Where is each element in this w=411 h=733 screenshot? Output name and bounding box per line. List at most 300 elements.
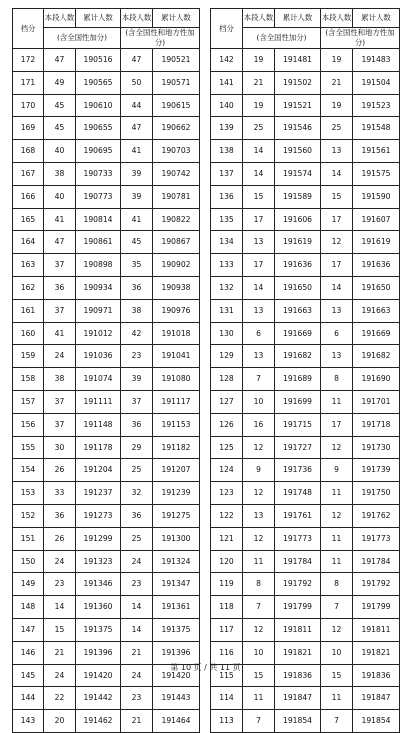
count-cell: 17 bbox=[243, 208, 275, 231]
table-row bbox=[13, 162, 200, 185]
score-cell: 133 bbox=[211, 254, 243, 277]
count-cell: 13 bbox=[243, 345, 275, 368]
cumulative-with-local-cell: 191504 bbox=[353, 71, 400, 94]
table-row bbox=[211, 504, 400, 527]
table-row bbox=[211, 390, 400, 413]
cumulative-with-local-cell: 190571 bbox=[153, 71, 200, 94]
count-cell: 24 bbox=[44, 345, 76, 368]
table-row bbox=[13, 573, 200, 596]
count-cell: 40 bbox=[44, 185, 76, 208]
cumulative-cell: 191560 bbox=[275, 140, 321, 163]
count-cell: 10 bbox=[243, 390, 275, 413]
count-cell: 47 bbox=[44, 231, 76, 254]
score-cell: 135 bbox=[211, 208, 243, 231]
count-with-local-cell: 6 bbox=[321, 322, 353, 345]
score-cell: 141 bbox=[211, 71, 243, 94]
cumulative-cell: 191821 bbox=[275, 641, 321, 664]
table-row bbox=[211, 140, 400, 163]
cumulative-with-local-cell: 191718 bbox=[353, 413, 400, 436]
table-row bbox=[211, 345, 400, 368]
header-cumulative: 累计人数 bbox=[153, 9, 200, 28]
cumulative-with-local-cell: 191464 bbox=[153, 710, 200, 733]
count-with-local-cell: 11 bbox=[321, 527, 353, 550]
count-with-local-cell: 25 bbox=[121, 527, 153, 550]
count-cell: 12 bbox=[243, 527, 275, 550]
cumulative-with-local-cell: 191762 bbox=[353, 504, 400, 527]
score-cell: 120 bbox=[211, 550, 243, 573]
cumulative-cell: 190773 bbox=[76, 185, 121, 208]
cumulative-cell: 191521 bbox=[275, 94, 321, 117]
count-with-local-cell: 37 bbox=[121, 390, 153, 413]
count-cell: 10 bbox=[243, 641, 275, 664]
cumulative-with-local-cell: 191239 bbox=[153, 482, 200, 505]
score-cell: 171 bbox=[13, 71, 44, 94]
table-row bbox=[13, 71, 200, 94]
count-with-local-cell: 15 bbox=[321, 664, 353, 687]
cumulative-with-local-cell: 191607 bbox=[353, 208, 400, 231]
cumulative-cell: 191748 bbox=[275, 482, 321, 505]
cumulative-cell: 191442 bbox=[76, 687, 121, 710]
count-with-local-cell: 47 bbox=[121, 117, 153, 140]
table-row bbox=[13, 208, 200, 231]
score-cell: 164 bbox=[13, 231, 44, 254]
page-number: 第 10 页 / 共 11 页 bbox=[170, 663, 241, 672]
count-cell: 45 bbox=[44, 117, 76, 140]
cumulative-with-local-cell: 191347 bbox=[153, 573, 200, 596]
count-cell: 11 bbox=[243, 550, 275, 573]
table-row bbox=[211, 276, 400, 299]
count-with-local-cell: 8 bbox=[321, 573, 353, 596]
cumulative-with-local-cell: 190902 bbox=[153, 254, 200, 277]
score-cell: 139 bbox=[211, 117, 243, 140]
table-row bbox=[211, 413, 400, 436]
count-with-local-cell: 29 bbox=[121, 436, 153, 459]
cumulative-cell: 191619 bbox=[275, 231, 321, 254]
count-with-local-cell: 17 bbox=[321, 254, 353, 277]
table-row bbox=[13, 459, 200, 482]
table-row bbox=[13, 687, 200, 710]
cumulative-cell: 191636 bbox=[275, 254, 321, 277]
count-with-local-cell: 23 bbox=[121, 687, 153, 710]
score-cell: 167 bbox=[13, 162, 44, 185]
count-cell: 21 bbox=[44, 641, 76, 664]
cumulative-cell: 190610 bbox=[76, 94, 121, 117]
cumulative-with-local-cell: 191523 bbox=[353, 94, 400, 117]
table-row bbox=[211, 117, 400, 140]
table-row bbox=[211, 94, 400, 117]
cumulative-cell: 191854 bbox=[275, 710, 321, 733]
cumulative-cell: 190655 bbox=[76, 117, 121, 140]
header-count: 本段人数 bbox=[121, 9, 153, 28]
count-cell: 41 bbox=[44, 322, 76, 345]
count-with-local-cell: 38 bbox=[121, 299, 153, 322]
cumulative-cell: 191148 bbox=[76, 413, 121, 436]
cumulative-cell: 191836 bbox=[275, 664, 321, 687]
count-cell: 36 bbox=[44, 276, 76, 299]
count-with-local-cell: 14 bbox=[321, 162, 353, 185]
table-row bbox=[211, 322, 400, 345]
count-with-local-cell: 25 bbox=[321, 117, 353, 140]
score-cell: 119 bbox=[211, 573, 243, 596]
score-cell: 113 bbox=[211, 710, 243, 733]
cumulative-with-local-cell: 191854 bbox=[353, 710, 400, 733]
cumulative-with-local-cell: 191811 bbox=[353, 618, 400, 641]
cumulative-cell: 191689 bbox=[275, 368, 321, 391]
cumulative-cell: 190898 bbox=[76, 254, 121, 277]
count-cell: 13 bbox=[243, 299, 275, 322]
count-cell: 19 bbox=[243, 94, 275, 117]
cumulative-cell: 191574 bbox=[275, 162, 321, 185]
cumulative-with-local-cell: 191420 bbox=[153, 664, 200, 687]
count-cell: 12 bbox=[243, 482, 275, 505]
count-with-local-cell: 23 bbox=[121, 345, 153, 368]
score-cell: 165 bbox=[13, 208, 44, 231]
table-row bbox=[13, 94, 200, 117]
count-with-local-cell: 41 bbox=[121, 208, 153, 231]
table-row bbox=[211, 596, 400, 619]
count-with-local-cell: 7 bbox=[321, 710, 353, 733]
count-with-local-cell: 50 bbox=[121, 71, 153, 94]
score-cell: 169 bbox=[13, 117, 44, 140]
count-with-local-cell: 21 bbox=[321, 71, 353, 94]
table-row bbox=[13, 322, 200, 345]
count-with-local-cell: 14 bbox=[121, 596, 153, 619]
score-cell: 127 bbox=[211, 390, 243, 413]
cumulative-with-local-cell: 191836 bbox=[353, 664, 400, 687]
count-with-local-cell: 13 bbox=[321, 345, 353, 368]
cumulative-cell: 191727 bbox=[275, 436, 321, 459]
score-cell: 152 bbox=[13, 504, 44, 527]
table-row bbox=[13, 117, 200, 140]
score-table-left bbox=[12, 8, 200, 733]
cumulative-with-local-cell: 191153 bbox=[153, 413, 200, 436]
count-cell: 37 bbox=[44, 299, 76, 322]
cumulative-with-local-cell: 190822 bbox=[153, 208, 200, 231]
table-row bbox=[13, 231, 200, 254]
count-cell: 11 bbox=[243, 687, 275, 710]
cumulative-cell: 191792 bbox=[275, 573, 321, 596]
cumulative-cell: 191375 bbox=[76, 618, 121, 641]
cumulative-with-local-cell: 191650 bbox=[353, 276, 400, 299]
table-row bbox=[211, 436, 400, 459]
count-cell: 30 bbox=[44, 436, 76, 459]
count-cell: 7 bbox=[243, 710, 275, 733]
header-count: 本段人数 bbox=[243, 9, 275, 28]
table-row bbox=[13, 413, 200, 436]
cumulative-with-local-cell: 191821 bbox=[353, 641, 400, 664]
cumulative-with-local-cell: 191730 bbox=[353, 436, 400, 459]
score-cell: 155 bbox=[13, 436, 44, 459]
cumulative-with-local-cell: 191792 bbox=[353, 573, 400, 596]
cumulative-with-local-cell: 191396 bbox=[153, 641, 200, 664]
table-row bbox=[211, 299, 400, 322]
count-with-local-cell: 12 bbox=[321, 231, 353, 254]
header-score: 档分 bbox=[13, 9, 44, 49]
score-cell: 122 bbox=[211, 504, 243, 527]
cumulative-with-local-cell: 191636 bbox=[353, 254, 400, 277]
count-cell: 38 bbox=[44, 368, 76, 391]
count-with-local-cell: 21 bbox=[121, 710, 153, 733]
count-with-local-cell: 7 bbox=[321, 596, 353, 619]
table-row bbox=[211, 527, 400, 550]
cumulative-with-local-cell: 191275 bbox=[153, 504, 200, 527]
cumulative-cell: 191178 bbox=[76, 436, 121, 459]
count-with-local-cell: 24 bbox=[121, 664, 153, 687]
score-cell: 156 bbox=[13, 413, 44, 436]
table-row bbox=[13, 618, 200, 641]
table-row bbox=[13, 436, 200, 459]
count-cell: 12 bbox=[243, 618, 275, 641]
cumulative-cell: 191299 bbox=[76, 527, 121, 550]
cumulative-cell: 191036 bbox=[76, 345, 121, 368]
count-with-local-cell: 39 bbox=[121, 162, 153, 185]
count-cell: 20 bbox=[44, 710, 76, 733]
score-cell: 126 bbox=[211, 413, 243, 436]
cumulative-with-local-cell: 191663 bbox=[353, 299, 400, 322]
score-cell: 134 bbox=[211, 231, 243, 254]
count-with-local-cell: 11 bbox=[321, 390, 353, 413]
count-with-local-cell: 14 bbox=[321, 276, 353, 299]
cumulative-with-local-cell: 191799 bbox=[353, 596, 400, 619]
cumulative-cell: 191736 bbox=[275, 459, 321, 482]
count-with-local-cell: 17 bbox=[321, 413, 353, 436]
table-row bbox=[13, 254, 200, 277]
header-cumulative: 累计人数 bbox=[76, 9, 121, 28]
header-cumulative: 累计人数 bbox=[353, 9, 400, 28]
cumulative-with-local-cell: 191483 bbox=[353, 49, 400, 72]
count-cell: 7 bbox=[243, 368, 275, 391]
cumulative-with-local-cell: 191375 bbox=[153, 618, 200, 641]
score-cell: 151 bbox=[13, 527, 44, 550]
table-row bbox=[211, 208, 400, 231]
table-row bbox=[13, 299, 200, 322]
count-cell: 37 bbox=[44, 413, 76, 436]
count-with-local-cell: 12 bbox=[321, 504, 353, 527]
count-with-local-cell: 14 bbox=[121, 618, 153, 641]
score-cell: 158 bbox=[13, 368, 44, 391]
count-with-local-cell: 41 bbox=[121, 140, 153, 163]
table-row bbox=[211, 254, 400, 277]
table-row bbox=[13, 140, 200, 163]
score-cell: 170 bbox=[13, 94, 44, 117]
count-cell: 24 bbox=[44, 550, 76, 573]
score-cell: 125 bbox=[211, 436, 243, 459]
count-cell: 21 bbox=[243, 71, 275, 94]
count-cell: 16 bbox=[243, 413, 275, 436]
cumulative-cell: 190565 bbox=[76, 71, 121, 94]
cumulative-cell: 191462 bbox=[76, 710, 121, 733]
score-cell: 157 bbox=[13, 390, 44, 413]
count-cell: 15 bbox=[243, 185, 275, 208]
score-cell: 172 bbox=[13, 49, 44, 72]
cumulative-cell: 191273 bbox=[76, 504, 121, 527]
count-cell: 47 bbox=[44, 49, 76, 72]
cumulative-cell: 191502 bbox=[275, 71, 321, 94]
score-cell: 116 bbox=[211, 641, 243, 664]
count-cell: 14 bbox=[243, 276, 275, 299]
cumulative-cell: 191074 bbox=[76, 368, 121, 391]
score-cell: 150 bbox=[13, 550, 44, 573]
score-cell: 149 bbox=[13, 573, 44, 596]
cumulative-with-local-cell: 191117 bbox=[153, 390, 200, 413]
table-row bbox=[211, 368, 400, 391]
table-row bbox=[211, 185, 400, 208]
cumulative-cell: 191481 bbox=[275, 49, 321, 72]
cumulative-with-local-cell: 191669 bbox=[353, 322, 400, 345]
count-with-local-cell: 21 bbox=[121, 641, 153, 664]
table-row bbox=[211, 687, 400, 710]
score-cell: 136 bbox=[211, 185, 243, 208]
cumulative-cell: 191784 bbox=[275, 550, 321, 573]
score-cell: 129 bbox=[211, 345, 243, 368]
score-cell: 115 bbox=[211, 664, 243, 687]
score-cell: 159 bbox=[13, 345, 44, 368]
table-row bbox=[211, 49, 400, 72]
cumulative-cell: 191847 bbox=[275, 687, 321, 710]
score-cell: 121 bbox=[211, 527, 243, 550]
score-cell: 154 bbox=[13, 459, 44, 482]
table-row bbox=[13, 276, 200, 299]
cumulative-cell: 190934 bbox=[76, 276, 121, 299]
cumulative-cell: 191111 bbox=[76, 390, 121, 413]
count-with-local-cell: 11 bbox=[321, 687, 353, 710]
cumulative-cell: 191699 bbox=[275, 390, 321, 413]
count-with-local-cell: 13 bbox=[321, 140, 353, 163]
count-cell: 14 bbox=[243, 140, 275, 163]
table-row bbox=[13, 390, 200, 413]
count-cell: 25 bbox=[243, 117, 275, 140]
score-cell: 117 bbox=[211, 618, 243, 641]
cumulative-cell: 190516 bbox=[76, 49, 121, 72]
count-with-local-cell: 39 bbox=[121, 185, 153, 208]
cumulative-cell: 190971 bbox=[76, 299, 121, 322]
count-cell: 37 bbox=[44, 390, 76, 413]
cumulative-cell: 191650 bbox=[275, 276, 321, 299]
cumulative-with-local-cell: 190938 bbox=[153, 276, 200, 299]
score-cell: 166 bbox=[13, 185, 44, 208]
cumulative-with-local-cell: 191361 bbox=[153, 596, 200, 619]
score-cell: 144 bbox=[13, 687, 44, 710]
header-note-national-local: (含全国性和地方性加分) bbox=[121, 28, 200, 49]
count-with-local-cell: 13 bbox=[321, 299, 353, 322]
cumulative-with-local-cell: 190976 bbox=[153, 299, 200, 322]
cumulative-with-local-cell: 190615 bbox=[153, 94, 200, 117]
count-cell: 13 bbox=[243, 231, 275, 254]
score-cell: 161 bbox=[13, 299, 44, 322]
count-with-local-cell: 36 bbox=[121, 276, 153, 299]
table-row bbox=[211, 573, 400, 596]
count-with-local-cell: 24 bbox=[121, 550, 153, 573]
score-cell: 160 bbox=[13, 322, 44, 345]
cumulative-cell: 190814 bbox=[76, 208, 121, 231]
count-cell: 38 bbox=[44, 162, 76, 185]
cumulative-with-local-cell: 190781 bbox=[153, 185, 200, 208]
score-cell: 124 bbox=[211, 459, 243, 482]
count-with-local-cell: 23 bbox=[121, 573, 153, 596]
cumulative-cell: 191773 bbox=[275, 527, 321, 550]
cumulative-cell: 191663 bbox=[275, 299, 321, 322]
score-cell: 123 bbox=[211, 482, 243, 505]
cumulative-cell: 191420 bbox=[76, 664, 121, 687]
cumulative-with-local-cell: 190703 bbox=[153, 140, 200, 163]
score-cell: 162 bbox=[13, 276, 44, 299]
cumulative-with-local-cell: 191739 bbox=[353, 459, 400, 482]
cumulative-cell: 191012 bbox=[76, 322, 121, 345]
count-cell: 12 bbox=[243, 436, 275, 459]
score-cell: 146 bbox=[13, 641, 44, 664]
count-with-local-cell: 45 bbox=[121, 231, 153, 254]
cumulative-cell: 190861 bbox=[76, 231, 121, 254]
table-row bbox=[13, 482, 200, 505]
count-cell: 23 bbox=[44, 573, 76, 596]
count-cell: 15 bbox=[243, 664, 275, 687]
cumulative-with-local-cell: 191018 bbox=[153, 322, 200, 345]
count-cell: 14 bbox=[243, 162, 275, 185]
score-cell: 140 bbox=[211, 94, 243, 117]
cumulative-with-local-cell: 191041 bbox=[153, 345, 200, 368]
header-count: 本段人数 bbox=[321, 9, 353, 28]
count-with-local-cell: 32 bbox=[121, 482, 153, 505]
cumulative-cell: 191589 bbox=[275, 185, 321, 208]
count-with-local-cell: 42 bbox=[121, 322, 153, 345]
count-cell: 24 bbox=[44, 664, 76, 687]
table-row bbox=[13, 710, 200, 733]
header-note-national-local: (含全国性和地方性加分) bbox=[321, 28, 400, 49]
count-with-local-cell: 19 bbox=[321, 49, 353, 72]
cumulative-cell: 191237 bbox=[76, 482, 121, 505]
score-cell: 137 bbox=[211, 162, 243, 185]
score-cell: 118 bbox=[211, 596, 243, 619]
score-cell: 153 bbox=[13, 482, 44, 505]
score-cell: 130 bbox=[211, 322, 243, 345]
count-cell: 37 bbox=[44, 254, 76, 277]
count-cell: 13 bbox=[243, 504, 275, 527]
count-cell: 41 bbox=[44, 208, 76, 231]
count-with-local-cell: 11 bbox=[321, 482, 353, 505]
cumulative-cell: 191682 bbox=[275, 345, 321, 368]
score-cell: 147 bbox=[13, 618, 44, 641]
count-cell: 6 bbox=[243, 322, 275, 345]
header-note-national: (含全国性加分) bbox=[44, 28, 121, 49]
cumulative-with-local-cell: 191548 bbox=[353, 117, 400, 140]
score-cell: 143 bbox=[13, 710, 44, 733]
table-row bbox=[13, 368, 200, 391]
count-with-local-cell: 8 bbox=[321, 368, 353, 391]
count-cell: 15 bbox=[44, 618, 76, 641]
cumulative-cell: 191546 bbox=[275, 117, 321, 140]
cumulative-cell: 191811 bbox=[275, 618, 321, 641]
cumulative-cell: 191346 bbox=[76, 573, 121, 596]
count-with-local-cell: 25 bbox=[121, 459, 153, 482]
header-note-national: (含全国性加分) bbox=[243, 28, 321, 49]
count-cell: 26 bbox=[44, 527, 76, 550]
cumulative-cell: 191761 bbox=[275, 504, 321, 527]
cumulative-with-local-cell: 190867 bbox=[153, 231, 200, 254]
count-cell: 8 bbox=[243, 573, 275, 596]
cumulative-with-local-cell: 191682 bbox=[353, 345, 400, 368]
count-with-local-cell: 36 bbox=[121, 413, 153, 436]
cumulative-with-local-cell: 191690 bbox=[353, 368, 400, 391]
table-row bbox=[13, 641, 200, 664]
cumulative-cell: 191669 bbox=[275, 322, 321, 345]
table-row bbox=[211, 550, 400, 573]
count-with-local-cell: 44 bbox=[121, 94, 153, 117]
count-cell: 22 bbox=[44, 687, 76, 710]
cumulative-with-local-cell: 191701 bbox=[353, 390, 400, 413]
cumulative-with-local-cell: 190662 bbox=[153, 117, 200, 140]
cumulative-cell: 191396 bbox=[76, 641, 121, 664]
cumulative-with-local-cell: 191750 bbox=[353, 482, 400, 505]
